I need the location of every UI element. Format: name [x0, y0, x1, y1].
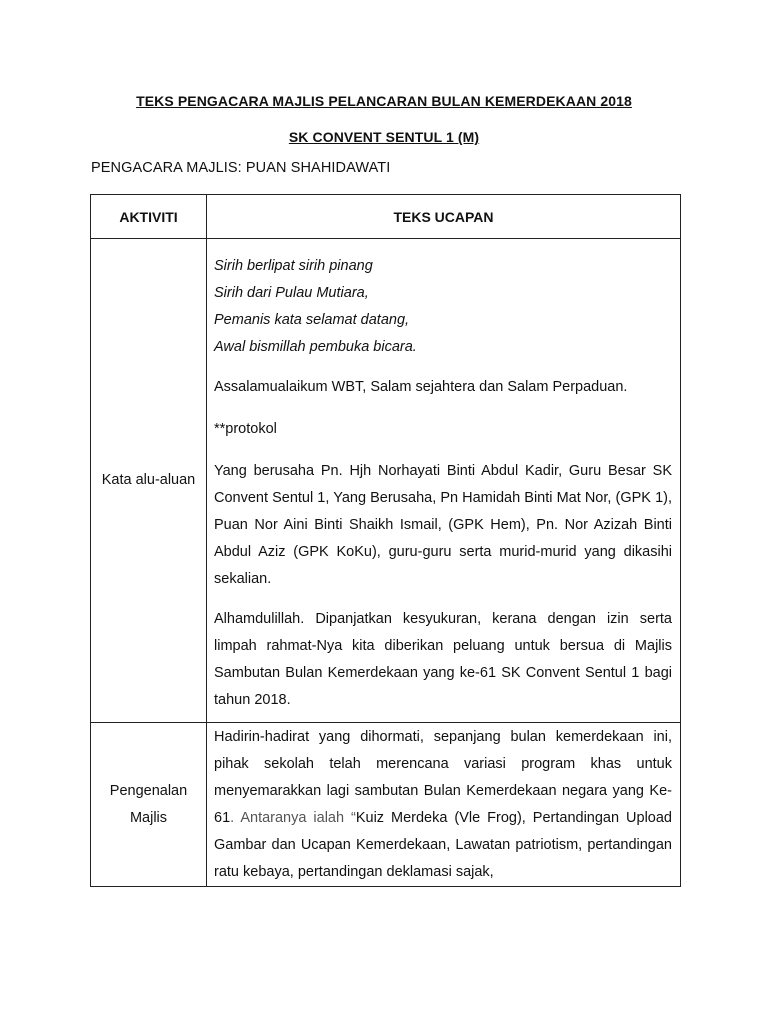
- verse-line: Pemanis kata selamat datang,: [214, 312, 410, 328]
- pantun-verse: [214, 253, 672, 361]
- speech-text-cell: [207, 723, 681, 887]
- school-name: SK CONVENT SENTUL 1 (M): [288, 129, 480, 145]
- speech-table: [90, 194, 681, 887]
- verse-line: Awal bismillah pembuka bicara.: [214, 339, 417, 355]
- table-header-row: [91, 195, 681, 239]
- column-header-activity: AKTIVITI: [91, 195, 207, 239]
- verse-line: Sirih berlipat sirih pinang: [214, 258, 373, 274]
- column-header-speech-text: TEKS UCAPAN: [207, 195, 681, 239]
- greeting-paragraph: Assalamualaikum WBT, Salam sejahtera dan Salam Perpaduan.: [214, 379, 628, 395]
- protocol-note: **protokol: [214, 421, 277, 437]
- activity-cell: [91, 723, 207, 887]
- gratitude-paragraph: Alhamdulillah. Dipanjatkan kesyukuran, kerana dengan izin serta limpah rahmat-Nya kita diberikan peluang untuk bersua di Majlis Sambutan Bulan Kemerdekaan yang ke-61 SK Convent Sentul 1 bagi tahun 2018.: [214, 611, 672, 708]
- intro-text: Hadirin-hadirat yang dihormati, sepanjang bulan kemerdekaan ini, pihak sekolah telah merencana variasi program khas untuk menyemarakkan lagi sambutan Bulan Kemerdekaan negara yang Ke-61: [214, 729, 672, 826]
- activity-label-line: Majlis: [129, 809, 168, 826]
- intro-text-continued: Kuiz Merdeka (Vle Frog), Pertandingan Upload Gambar dan Ucapan Kemerdekaan, Lawatan patriotism, pertandingan ratu kebaya, pertandingan deklamasi sajak,: [214, 810, 672, 880]
- activity-label-line: Pengenalan: [109, 782, 188, 799]
- document-title: TEKS PENGACARA MAJLIS PELANCARAN BULAN KEMERDEKAAN 2018: [136, 93, 632, 109]
- speech-text-cell: [207, 239, 681, 723]
- table-row: [91, 723, 681, 887]
- verse-line: Sirih dari Pulau Mutiara,: [214, 285, 369, 301]
- emcee-name: PENGACARA MAJLIS: PUAN SHAHIDAWATI: [91, 160, 391, 176]
- protocol-paragraph: Yang berusaha Pn. Hjh Norhayati Binti Abdul Kadir, Guru Besar SK Convent Sentul 1, Yang Berusaha, Pn Hamidah Binti Mat Nor, (GPK 1), Puan Nor Aini Binti Shaikh Ismail, (GPK Hem), Pn. Nor Azizah Binti Abdul Aziz (GPK KoKu), guru-guru serta murid-murid yang dikasihi sekalian.: [214, 463, 672, 587]
- intro-text-faded: . Antaranya ialah “: [230, 810, 356, 826]
- table-row: [91, 239, 681, 723]
- introduction-paragraph: [214, 724, 672, 886]
- activity-cell: Kata alu-aluan: [91, 239, 207, 723]
